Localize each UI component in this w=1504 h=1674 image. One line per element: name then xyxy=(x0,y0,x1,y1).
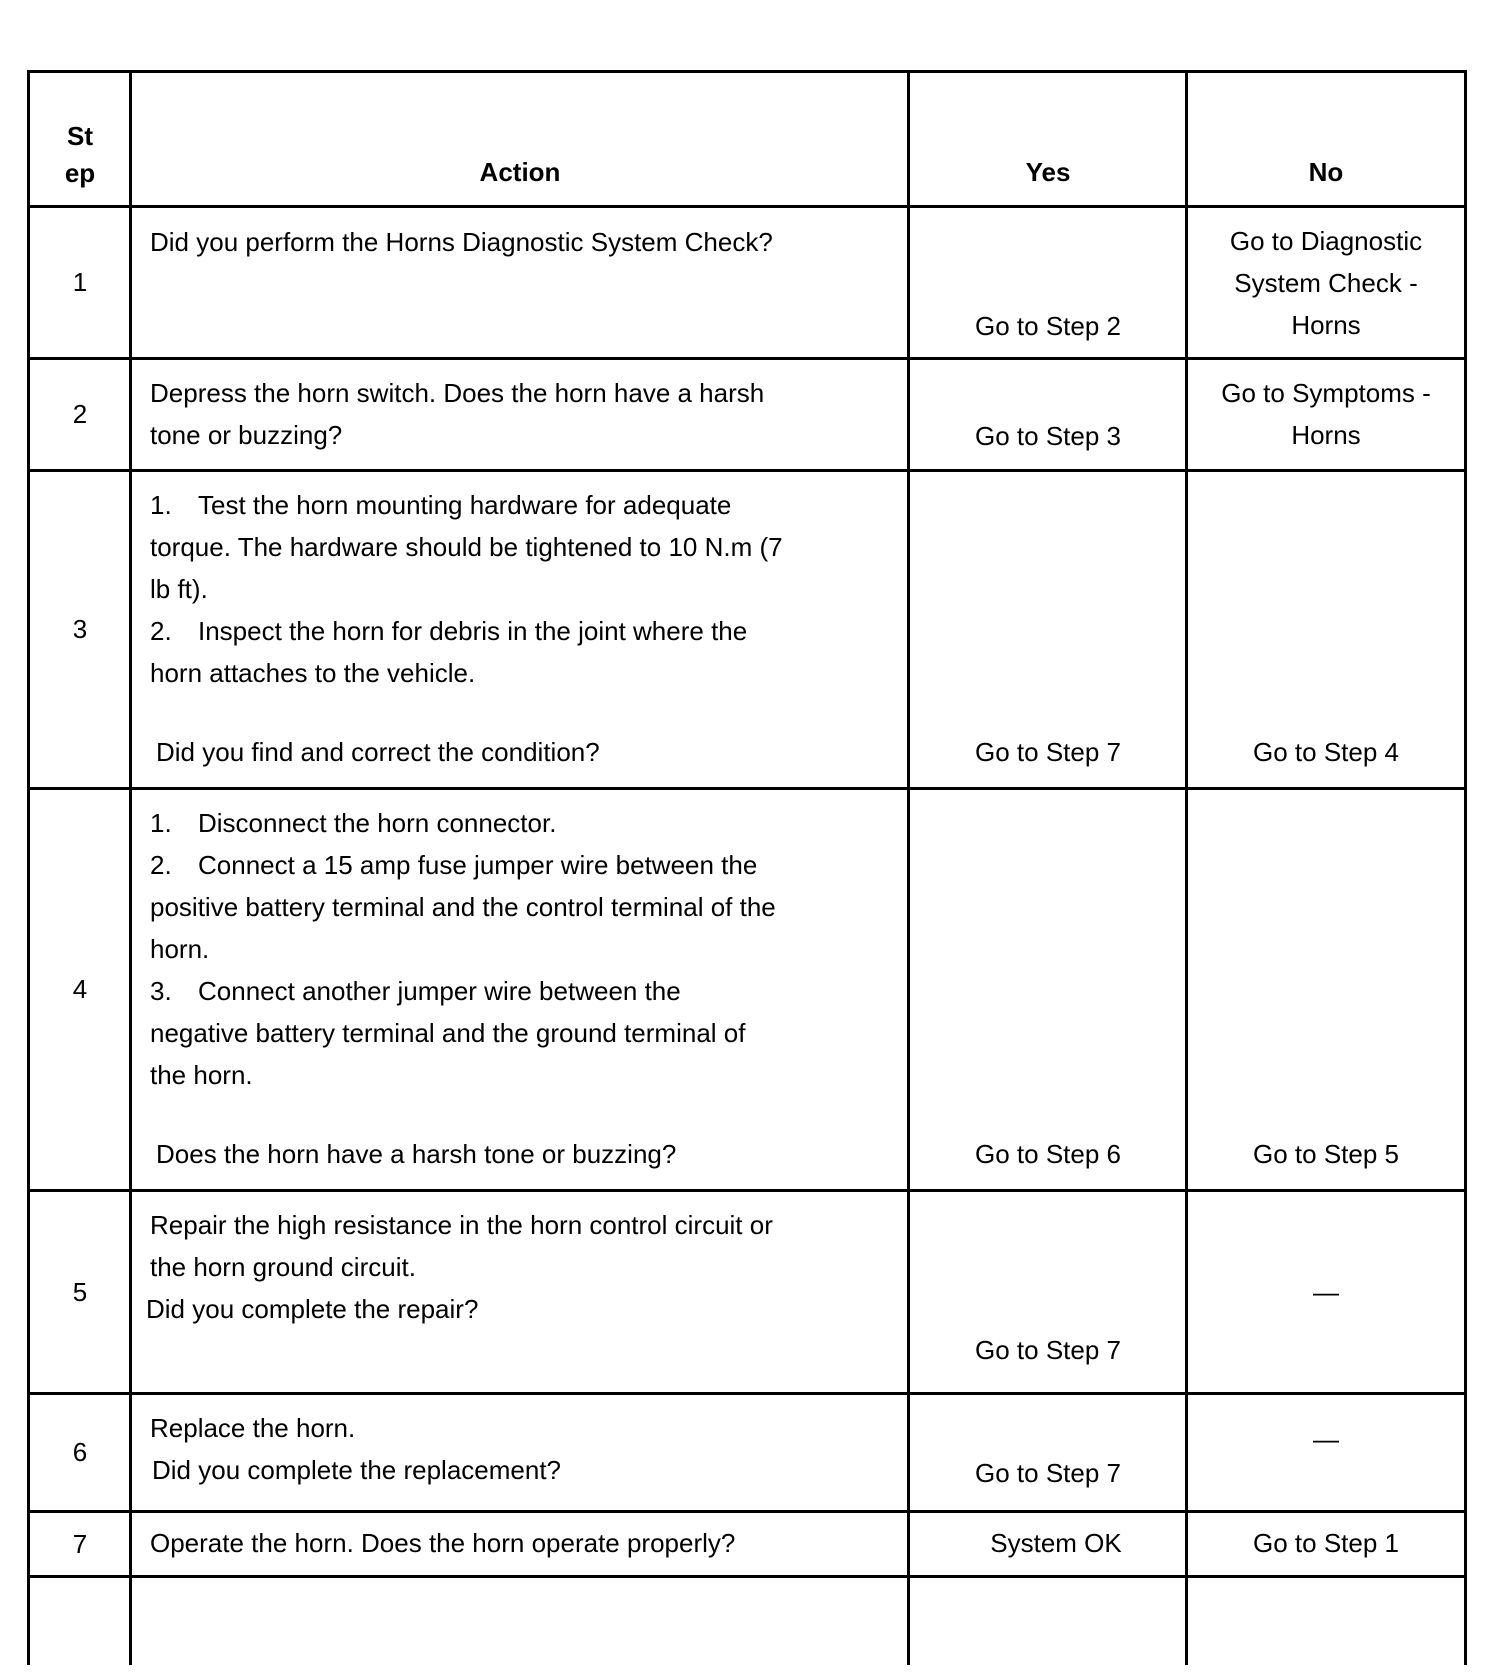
column-divider-action xyxy=(907,70,910,1665)
item-number: 2. xyxy=(150,850,172,880)
table-row xyxy=(27,1192,1467,1395)
no-text-line-2: Horns xyxy=(1291,420,1361,450)
yes-cell xyxy=(910,360,1186,469)
diagnostic-table xyxy=(27,70,1467,1665)
no-text-line-1: Go to Diagnostic xyxy=(1229,226,1423,256)
yes-cell xyxy=(910,472,1186,787)
action-text-line-2: tone or buzzing? xyxy=(150,420,343,450)
yes-text: Go to Step 6 xyxy=(975,1139,1121,1169)
action-item-continuation: lb ft). xyxy=(150,574,208,604)
step-number: 3 xyxy=(72,614,88,644)
yes-cell xyxy=(910,1192,1186,1392)
no-cell xyxy=(1188,208,1464,357)
no-text: — xyxy=(1313,1277,1339,1307)
table-row xyxy=(27,472,1467,790)
no-text: Go to Step 1 xyxy=(1253,1528,1399,1558)
item-number: 1. xyxy=(150,808,172,838)
item-number: 3. xyxy=(150,976,172,1006)
action-text-line-1: Repair the high resistance in the horn control circuit or xyxy=(150,1210,773,1240)
no-text-line-1: Go to Symptoms - xyxy=(1221,378,1431,408)
action-question: Did you find and correct the condition? xyxy=(156,737,600,767)
column-divider-yes xyxy=(1185,70,1188,1665)
step-number: 5 xyxy=(72,1276,88,1307)
item-text: Test the horn mounting hardware for adequate xyxy=(198,490,732,520)
column-divider-step xyxy=(129,70,132,1665)
no-text: — xyxy=(1313,1424,1339,1454)
no-cell xyxy=(1188,472,1464,787)
no-cell xyxy=(1188,790,1464,1189)
action-item-continuation: horn attaches to the vehicle. xyxy=(150,658,476,688)
header-no-label: No xyxy=(1308,157,1344,187)
yes-cell xyxy=(910,208,1186,357)
action-item xyxy=(150,844,908,886)
yes-text: Go to Step 7 xyxy=(975,1335,1121,1365)
action-text: Operate the horn. Does the horn operate properly? xyxy=(150,1528,736,1558)
yes-text: Go to Step 7 xyxy=(975,1458,1121,1488)
header-step-line-1: St xyxy=(67,121,93,151)
item-text: Connect a 15 amp fuse jumper wire between the xyxy=(198,850,758,880)
item-text: Inspect the horn for debris in the joint where the xyxy=(198,616,748,646)
action-cell xyxy=(132,790,908,1189)
action-cell xyxy=(132,472,908,787)
header-action-label: Action xyxy=(479,157,561,187)
action-item-continuation: the horn. xyxy=(150,1060,253,1090)
action-item-continuation: horn. xyxy=(150,934,210,964)
item-text: Disconnect the horn connector. xyxy=(198,808,557,838)
action-cell xyxy=(132,1192,908,1392)
item-text: Connect another jumper wire between the xyxy=(198,976,681,1006)
yes-text: Go to Step 7 xyxy=(975,737,1121,767)
header-yes-label: Yes xyxy=(1025,157,1071,187)
action-cell xyxy=(132,360,908,469)
no-text: Go to Step 5 xyxy=(1253,1139,1399,1169)
table-header xyxy=(27,70,1467,208)
table-row xyxy=(27,360,1467,472)
no-text-line-2: System Check - xyxy=(1234,268,1418,298)
action-text-line-2: the horn ground circuit. xyxy=(150,1252,416,1282)
table-row xyxy=(27,1513,1467,1578)
no-text-line-3: Horns xyxy=(1291,310,1361,340)
item-number: 2. xyxy=(150,616,172,646)
no-cell xyxy=(1188,1192,1464,1392)
action-text-line-1: Replace the horn. xyxy=(150,1413,356,1443)
item-number: 1. xyxy=(150,490,172,520)
step-number: 6 xyxy=(72,1437,88,1467)
action-cell xyxy=(132,1395,908,1510)
action-text-line-3: Did you complete the repair? xyxy=(146,1294,479,1324)
header-no xyxy=(1188,70,1464,205)
yes-text: Go to Step 2 xyxy=(975,311,1121,341)
action-item xyxy=(150,970,908,1012)
no-cell xyxy=(1188,1513,1464,1575)
yes-text: System OK xyxy=(990,1528,1122,1558)
header-step-line-2: ep xyxy=(64,158,96,188)
action-item-continuation: torque. The hardware should be tightened to 10 N.m (7 xyxy=(150,532,783,562)
table-row xyxy=(27,1395,1467,1513)
step-number: 2 xyxy=(72,399,88,429)
yes-cell xyxy=(910,1513,1186,1575)
yes-text: Go to Step 3 xyxy=(975,421,1121,451)
header-step xyxy=(30,70,130,205)
action-text-line-1: Depress the horn switch. Does the horn have a harsh xyxy=(150,378,765,408)
step-number: 7 xyxy=(72,1528,88,1559)
yes-cell xyxy=(910,790,1186,1189)
action-item-continuation: negative battery terminal and the ground terminal of xyxy=(150,1018,746,1048)
action-item-continuation: positive battery terminal and the control terminal of the xyxy=(150,892,776,922)
action-item xyxy=(150,610,908,652)
header-action xyxy=(132,70,908,205)
action-text-line-2: Did you complete the replacement? xyxy=(152,1455,562,1485)
action-item xyxy=(150,484,908,526)
action-question: Does the horn have a harsh tone or buzzing? xyxy=(156,1139,677,1169)
action-cell xyxy=(132,208,908,357)
header-yes xyxy=(910,70,1186,205)
no-cell xyxy=(1188,1395,1464,1510)
no-text: Go to Step 4 xyxy=(1253,737,1399,767)
action-text: Did you perform the Horns Diagnostic System Check? xyxy=(150,227,773,257)
table-row xyxy=(27,208,1467,360)
step-number: 4 xyxy=(72,974,88,1004)
yes-cell xyxy=(910,1395,1186,1510)
table-row xyxy=(27,790,1467,1192)
action-item xyxy=(150,802,908,844)
no-cell xyxy=(1188,360,1464,469)
step-number: 1 xyxy=(72,267,88,297)
action-cell xyxy=(132,1513,908,1575)
